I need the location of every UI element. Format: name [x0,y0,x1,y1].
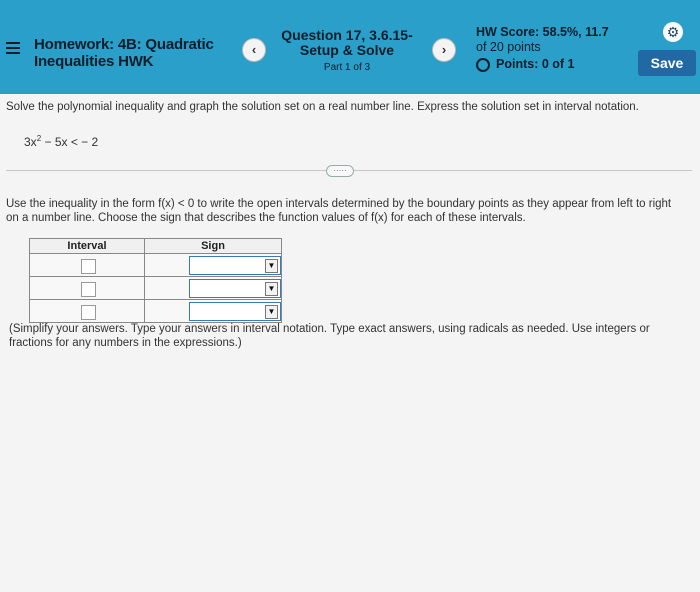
sign-select[interactable] [189,302,281,321]
score-line-1: HW Score: 58.5%, 11.7 [476,25,609,39]
homework-title: Homework: 4B: Quadratic Inequalities HWK [34,36,214,70]
next-question-button[interactable]: › [432,38,456,62]
points-label: Points: 0 of 1 [496,57,575,71]
points-circle-icon [476,58,490,72]
save-button[interactable]: Save [638,50,696,76]
header-interval: Interval [30,239,145,254]
expr-exponent: 2 [36,134,42,143]
answer-note: (Simplify your answers. Type your answers in interval notation. Type exact answers, using radicals as needed. Use integers or fractions for any numbers in the expressions.) [9,323,650,349]
sign-select[interactable] [189,256,281,275]
question-number: Question 17, 3.6.15- [281,27,413,43]
interval-input[interactable] [81,259,96,274]
menu-icon[interactable] [6,42,20,56]
settings-icon[interactable]: ⚙ [663,22,683,42]
score-line-2: of 20 points [476,40,541,54]
expr-rhs: − 5x < − 2 [41,135,99,149]
inequality-expression [24,134,98,149]
points-row [476,57,626,72]
header-bar [0,0,700,94]
header-sign: Sign [145,239,282,254]
question-part: Part 1 of 3 [323,62,371,73]
hw-score [476,25,626,72]
question-content [0,94,700,592]
problem-instruction: Solve the polynomial inequality and graph the solution set on a real number line. Express the solution set in interval notation. [6,101,639,113]
question-type: Setup & Solve [299,42,395,58]
previous-question-button[interactable]: ‹ [242,38,266,62]
table-row [30,254,282,277]
interval-sign-table [29,238,282,323]
dropdown-arrow-icon[interactable]: ▼ [265,282,278,296]
interval-input[interactable] [81,282,96,297]
step-instruction: Use the inequality in the form f(x) < 0 to write the open intervals determined by the boundary points as they appear from left to right on a number line. Choose the sign that describes the function values of f(x) for each of these intervals. [6,198,672,224]
table-row [30,300,282,323]
table-row [30,277,282,300]
dropdown-arrow-icon[interactable]: ▼ [265,305,278,319]
expr-lhs: 3x [24,135,37,149]
interval-input[interactable] [81,305,96,320]
expand-more-button[interactable]: ····· [326,165,354,177]
question-info [272,28,422,73]
dropdown-arrow-icon[interactable]: ▼ [265,259,278,273]
sign-select[interactable] [189,279,281,298]
